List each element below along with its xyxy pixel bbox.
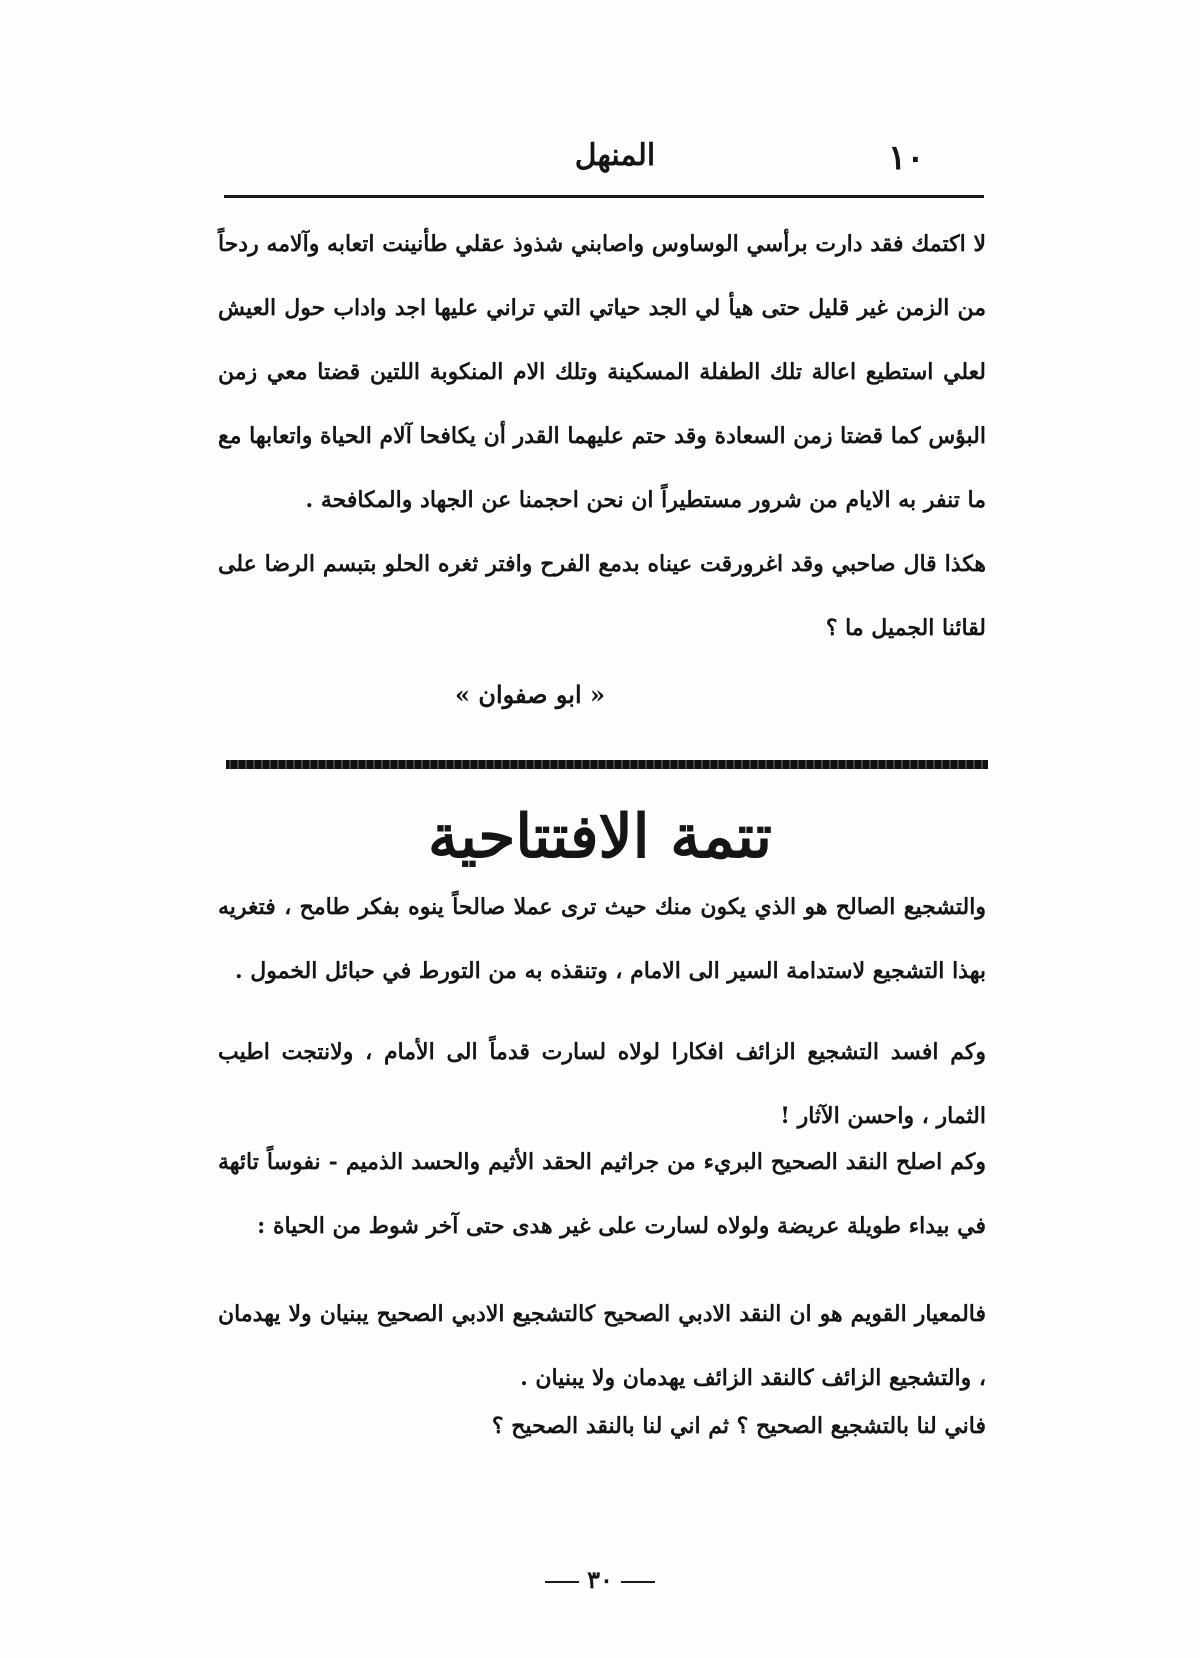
section-title: تتمة الافتتاحية [428, 802, 772, 872]
section-paragraph-5 [218, 1394, 986, 1458]
upper-paragraph-2 [218, 532, 986, 660]
page-number: ١٠ [888, 138, 925, 178]
upper-paragraph-2-text: هكذا قال صاحبي وقد اغرورقت عيناه بدمع الفرح وافتر ثغره الحلو بتبسم الرضا على لقائنا الجميل ما ؟ [218, 551, 986, 641]
section-paragraph-4 [218, 1282, 986, 1410]
section-paragraph-4-text: فالمعيار القويم هو ان النقد الادبي الصحيح كالتشجيع الادبي الصحيح يبنيان ولا يهدمان ، والتشجيع الزائف كالنقد الزائف يهدمان ولا يبنيان . [218, 1301, 986, 1391]
section-paragraph-3-text: وكم اصلح النقد الصحيح البريء من جراثيم الحقد الأثيم والحسد الذميم - نفوساً تائهة في بيداء طويلة عريضة ولولاه لسارت على غير هدى حتى آخر شوط من الحياة : [218, 1149, 986, 1239]
upper-paragraph-1-text: لا اكتمك فقد دارت برأسي الوساوس واصابني شذوذ عقلي طأنينت اتعابه وآلامه ردحاً من الزمن غير قليل حتى هيأ لي الجد حياتي التي تراني عليها اجد واداب حول العيش لعلي استطيع اعالة تلك الطفلة المسكينة وتلك الام المنكوبة اللتين قضتا معي زمن البؤس كما قضتا زمن السعادة وقد حتم عليهما القدر أن يكافحا آلام الحياة واتعابها مع ما تنفر به الايام من شرور مستطيراً ان نحن احجمنا عن الجهاد والمكافحة . [218, 231, 986, 513]
section-paragraph-5-text: فاني لنا بالتشجيع الصحيح ؟ ثم اني لنا بالنقد الصحيح ؟ [491, 1413, 986, 1439]
section-paragraph-2-text: وكم افسد التشجيع الزائف افكارا لولاه لسارت قدماً الى الأمام ، ولانتجت اطيب الثمار ، واحسن الآثار ! [218, 1039, 986, 1129]
header-rule [224, 195, 984, 198]
section-paragraph-2 [218, 1020, 986, 1148]
section-divider [226, 760, 988, 769]
upper-paragraph-1 [218, 212, 986, 532]
section-paragraph-1 [218, 875, 986, 1003]
section-paragraph-3 [218, 1130, 986, 1258]
author-signature: « ابو صفوان » [454, 680, 606, 709]
footer-page-number: ٣٠ [520, 1565, 680, 1594]
running-title: المنهل [574, 138, 656, 173]
section-paragraph-1-text: والتشجيع الصالح هو الذي يكون منك حيث ترى عملا صالحاً ينوه بفكر طامح ، فتغريه بهذا التشجيع لاستدامة السير الى الامام ، وتنقذه به من التورط في حبائل الخمول . [218, 894, 986, 984]
